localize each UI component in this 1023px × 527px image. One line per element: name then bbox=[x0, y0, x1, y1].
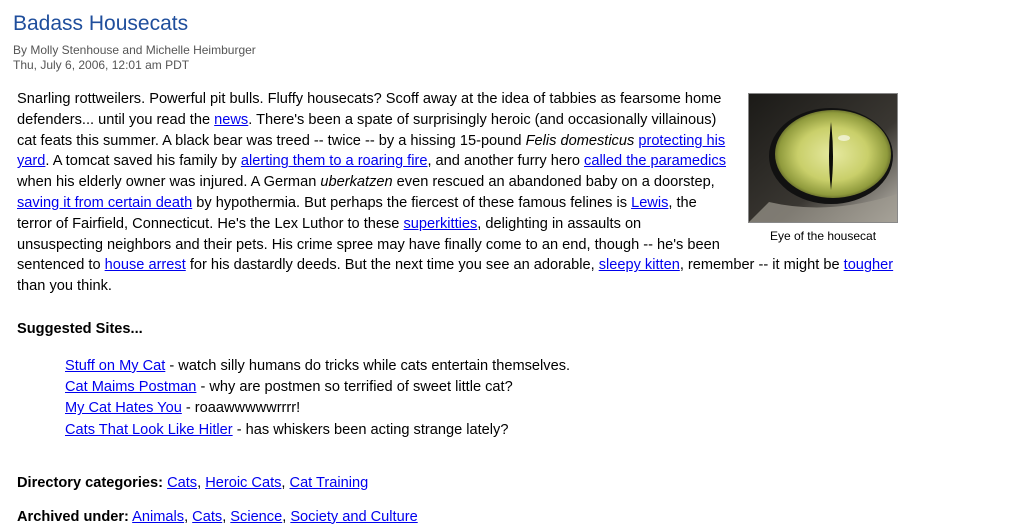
separator: , bbox=[281, 474, 290, 491]
category-link[interactable]: Heroic Cats bbox=[205, 474, 282, 491]
body-text: , delighting in assaults on unsuspecting neighbors and their pets. His crime spree may have finally come to an end, though -- he's been sentenced to bbox=[17, 215, 720, 274]
suggested-sites-heading: Suggested Sites... bbox=[17, 320, 143, 337]
suggested-desc: - watch silly humans do tricks while cats entertain themselves. bbox=[165, 357, 571, 374]
body-text: . There's been a spate of surprisingly heroic (and occasionally villainous) cat feats this summer. A black bear was treed -- twice -- by a hissing 15-pound bbox=[17, 111, 717, 149]
byline bbox=[13, 43, 1013, 73]
link-sleepy-kitten[interactable]: sleepy kitten bbox=[598, 257, 680, 274]
list-item bbox=[65, 420, 1013, 441]
link-called-paramedics[interactable]: called the paramedics bbox=[584, 153, 726, 170]
link-superkitties[interactable]: superkitties bbox=[403, 215, 478, 232]
link-saving-it[interactable]: saving it from certain death bbox=[17, 194, 193, 211]
body-text: than you think. bbox=[17, 278, 112, 295]
article-title: Badass Housecats bbox=[13, 12, 189, 35]
list-item bbox=[65, 398, 1013, 419]
cat-eye-image bbox=[748, 93, 898, 223]
archive-link[interactable]: Society and Culture bbox=[290, 508, 418, 525]
suggested-sites-list bbox=[65, 356, 1013, 441]
category-link[interactable]: Cats bbox=[167, 474, 198, 491]
date-line: Thu, July 6, 2006, 12:01 am PDT bbox=[13, 58, 190, 72]
list-item bbox=[65, 356, 1013, 377]
image-caption: Eye of the housecat bbox=[769, 229, 877, 243]
archived-label: Archived under: bbox=[17, 508, 129, 525]
list-item bbox=[65, 377, 1013, 398]
separator: , bbox=[197, 474, 206, 491]
suggested-link[interactable]: My Cat Hates You bbox=[65, 400, 182, 417]
separator: , bbox=[184, 508, 193, 525]
separator: , bbox=[282, 508, 291, 525]
archive-link[interactable]: Cats bbox=[192, 508, 223, 525]
body-text: . A tomcat saved his family by bbox=[45, 153, 241, 170]
link-house-arrest[interactable]: house arrest bbox=[104, 257, 186, 274]
body-text: when his elderly owner was injured. A German bbox=[17, 174, 321, 191]
link-protecting-his-yard[interactable]: protecting his yard bbox=[17, 132, 726, 170]
cat-eye-photo bbox=[749, 94, 897, 222]
link-alerting-fire[interactable]: alerting them to a roaring fire bbox=[240, 153, 428, 170]
suggested-desc: - roaawwwwwrrrr! bbox=[181, 400, 301, 417]
body-text: , the terror of Fairfield, Connecticut. He's the Lex Luthor to these bbox=[17, 194, 697, 232]
directory-label: Directory categories: bbox=[17, 474, 163, 491]
directory-categories bbox=[17, 473, 1013, 493]
suggested-desc: - has whiskers been acting strange lately? bbox=[232, 421, 509, 438]
suggested-link[interactable]: Stuff on My Cat bbox=[65, 357, 166, 374]
suggested-desc: - why are postmen so terrified of sweet little cat? bbox=[196, 379, 513, 396]
article-figure bbox=[748, 89, 898, 243]
link-news[interactable]: news bbox=[214, 111, 249, 128]
body-text: Snarling rottweilers. Powerful pit bulls. Fluffy housecats? Scoff away at the idea of tabbies as fearsome home defenders... until you read the bbox=[17, 91, 722, 128]
author-line: By Molly Stenhouse and Michelle Heimburger bbox=[13, 43, 256, 57]
article-page bbox=[13, 8, 1013, 527]
body-text: by hypothermia. But perhaps the fiercest of these famous felines is bbox=[192, 194, 632, 211]
link-lewis[interactable]: Lewis bbox=[631, 194, 669, 211]
archived-under bbox=[17, 507, 1013, 527]
body-text: even rescued an abandoned baby on a doorstep, bbox=[392, 174, 715, 191]
link-tougher[interactable]: tougher bbox=[843, 257, 894, 274]
category-link[interactable]: Cat Training bbox=[289, 474, 369, 491]
suggested-link[interactable]: Cats That Look Like Hitler bbox=[65, 421, 233, 438]
article-body bbox=[13, 89, 898, 297]
body-text: , and another furry hero bbox=[427, 153, 585, 170]
body-text: , remember -- it might be bbox=[679, 257, 844, 274]
archive-link[interactable]: Animals bbox=[132, 508, 185, 525]
body-text: for his dastardly deeds. But the next time you see an adorable, bbox=[185, 257, 599, 274]
archive-link[interactable]: Science bbox=[230, 508, 283, 525]
body-emphasis: uberkatzen bbox=[320, 174, 393, 191]
separator: , bbox=[222, 508, 231, 525]
body-emphasis: Felis domesticus bbox=[525, 132, 635, 149]
suggested-link[interactable]: Cat Maims Postman bbox=[65, 379, 197, 396]
